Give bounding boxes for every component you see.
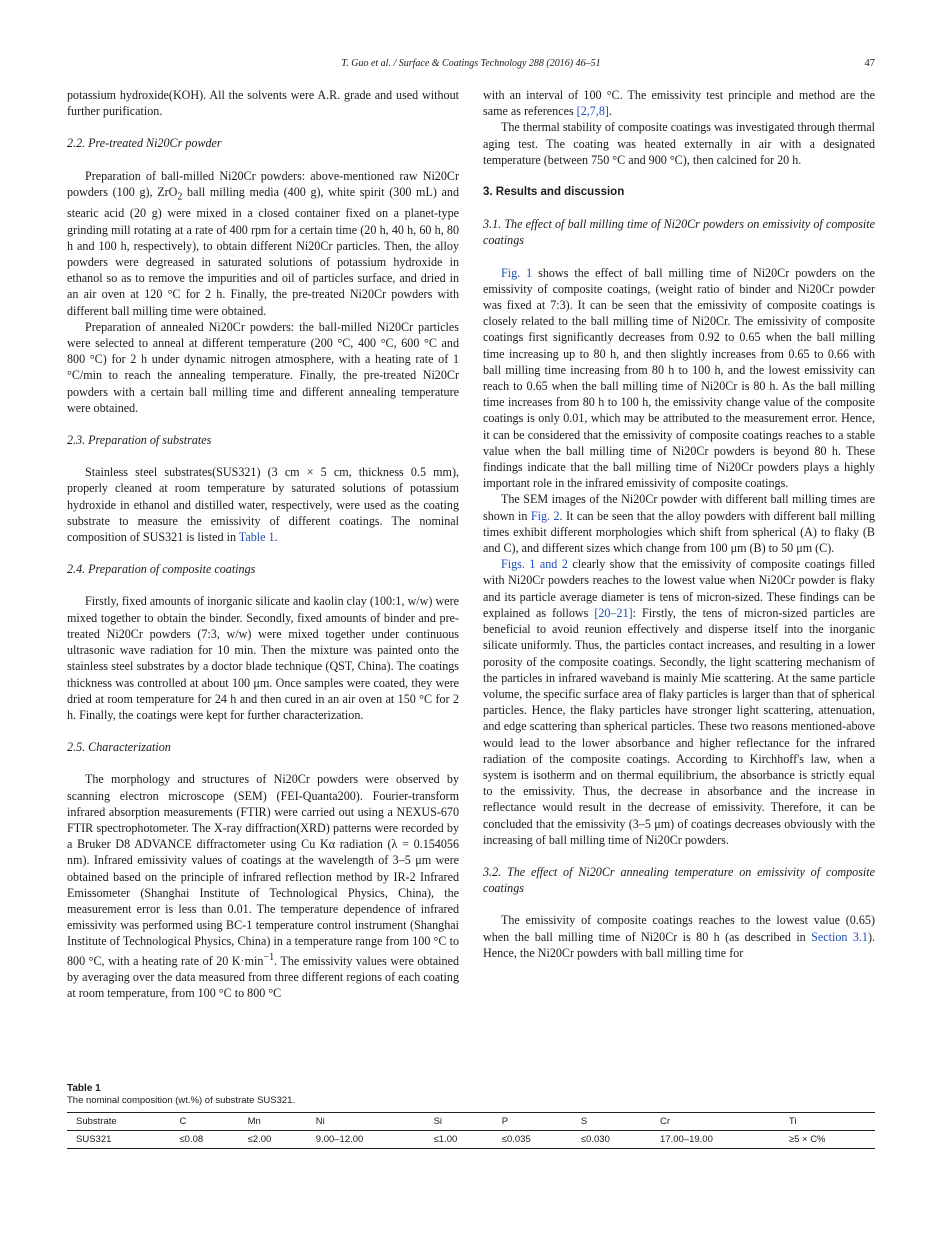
figs-1-2-link[interactable]: Figs. 1 and 2: [501, 557, 568, 572]
paragraph-annealed-powders: Preparation of annealed Ni20Cr powders: the ball-milled Ni20Cr particles were selected to anneal at different temperature (200 °C, 400 °C, 600 °C and 800 °C) for 2 h under dynamic nitrogen atmosphere, with a heating rate of 1 °C/min to reach the annealing temperature. Finally, the pre-treated Ni20Cr powders with a certain ball milling time and different annealing temperature were obtained.: [67, 319, 459, 415]
header-cell: P: [501, 1116, 509, 1127]
header-cell: Mn: [247, 1116, 261, 1127]
table-cell: ≤0.08: [179, 1134, 204, 1145]
page-number: 47: [864, 58, 875, 69]
section-3-2-heading: 3.2. The effect of Ni20Cr annealing temperature on emissivity of composite coatings: [483, 864, 875, 896]
reference-link-20-21[interactable]: [20–21]: [594, 605, 633, 620]
header-cell: Ti: [788, 1116, 797, 1127]
paragraph-thermal-stability: The thermal stability of composite coatings was investigated through thermal aging test. The coating was heated externally in air with a designated temperature (between 750 °C and 900 °C), then calcined for 20 h.: [483, 120, 875, 167]
table-cell: ≤0.030: [580, 1134, 610, 1145]
table-header-row: [67, 1113, 875, 1131]
section-2-3-heading: 2.3. Preparation of substrates: [67, 433, 212, 448]
table-cell: ≤1.00: [433, 1134, 458, 1145]
header-cell: C: [179, 1116, 187, 1127]
header-cell: Substrate: [76, 1116, 117, 1127]
section-3-heading: 3. Results and discussion: [483, 186, 625, 199]
intro-paragraph: potassium hydroxide(KOH). All the solvents were A.R. grade and used without further purification.: [67, 88, 459, 119]
table-cell: 17.00–19.00: [660, 1134, 713, 1145]
section-3-1-heading: 3.1. The effect of ball milling time of Ni20Cr powders on emissivity of composite coatings: [483, 217, 875, 248]
paragraph-substrates: Stainless steel substrates(SUS321) (3 cm × 5 cm, thickness 0.5 mm), properly cleaned at room temperature by saturated solutions of potassium hydroxide in ethanol and distilled water, respectively, were used as the coating substrate to measure the emissivity of different coatings. The nominal composition of SUS321 is listed in Table 1.: [67, 465, 459, 545]
paragraph-characterization: The morphology and structures of Ni20Cr powders were observed by scanning electron microscope (SEM) (FEI-Quanta200). Fourier-transform infrared absorption measurements (FTIR) were carried out using a NEXUS-670 FTIR spectrophotometer. The X-ray diffraction(XRD) patterns were recorded by a Bruker D8 ADVANCE diffractometer using Cu Kα radiation (λ = 0.154056 nm). Infrared emissivity values of coatings at the wavelength of 3–5 μm were obtained based on the principle of infrared reflection method by IR-2 Infrared Emissometer (Shanghai Institute of Technological Physics, China), the measurement error is less than 0.01. The temperature dependence of infrared emissivity was performed using BC-1 temperature control instrument (Shanghai Institute of Technological Physics, China) in a temperature range from 100 °C to 800 °C, with a heating rate of 20 $K\cdot\min^{-1}$. The emissivity values were obtained by averaging over the data measured from three different regions of each coating at room temperature, from 100 °C to 800 °C: [67, 772, 460, 1000]
table-1: [67, 1083, 875, 1149]
paragraph-explanation: Figs. 1 and 2 clearly show that the emissivity of composite coatings filled with Ni20Cr powders reaches to the lowest value when Ni20Cr powder is flaky and its particle average diameter is tens of micron-sized. These findings can be explained as follows [20–21]: Firstly, the tens of micron-sized particles are beneficial to avoid reunion effectively and disperse itself into the inorganic silicate uniformly. Thus, the particles contact increases, and resulting in a lower porosity of the composite coatings. Secondly, the light scattering mechanism of the particles in infrared waveband is mainly Mie scattering. At the same particle volume, the specific surface area of flaky particles is larger than that of spherical particles. Hence, the flaky particles have stronger light scattering, attenuation, and edge scattering than spherical particles. These two reasons mentioned-above would lead to the lower absorbance and higher reflectance for the infrared radiation of the composite coatings. According to Kirchhoff's law, when a system is isotherm and on thermal equilibrium, the absorbance is strictly equal to the emissivity. Thus, the decrease in absorbance and the increase in reflectance would result in the decrease of emissivity. Therefore, it can be concluded that the emissivity (3–5 μm) of coatings decreases obviously with the increasing of ball milling time of Ni20Cr powders.: [483, 557, 875, 847]
paragraph-ball-milled-powders: Preparation of ball-milled Ni20Cr powders: above-mentioned raw Ni20Cr powders (100 g), ZrO$_2$ ball milling media (400 g), white spirit (300 mL) and stearic acid (20 g) were mixed in a closed container fixed on a planet-type grinding mill rotating at a rate of 400 rpm for a certain time (20 h, 40 h, 60 h, 80 h and 100 h, respectively), to obtain different Ni20Cr particles. Then, the alloy powders were degreased in saturated solutions of potassium hydroxide in ethanol so as to remove the impurities and oil of particles surface, and dried in an air oven at 120 °C for 2 h. Finally, the pre-treated Ni20Cr powders with different ball milling time were obtained.: [67, 168, 459, 318]
section-2-4-heading: 2.4. Preparation of composite coatings: [67, 562, 256, 577]
table-caption: The nominal composition (wt.%) of substrate SUS321.: [67, 1095, 296, 1106]
table-cell: 9.00–12.00: [315, 1134, 364, 1145]
header-cell: Ni: [315, 1116, 325, 1127]
section-2-2-heading: 2.2. Pre-treated Ni20Cr powder: [67, 136, 222, 151]
fig-2-link[interactable]: Fig. 2: [530, 508, 560, 523]
header-cell: Cr: [660, 1116, 671, 1127]
paragraph-annealing-effect: The emissivity of composite coatings reaches to the lowest value (0.65) when the ball milling time of Ni20Cr is 80 h (as described in Section 3.1). Hence, the Ni20Cr powders with ball milling time for: [483, 913, 875, 960]
header-cell: Si: [433, 1116, 443, 1127]
running-head: [67, 58, 875, 69]
table-cell: SUS321: [76, 1134, 112, 1145]
paragraph-ball-milling-effect: Fig. 1 shows the effect of ball milling time of Ni20Cr powders on the emissivity of composite coatings, (weight ratio of binder and Ni20Cr powder was fixed at 7:3). It can be seen that the emissivity of composite coatings is closely related to the ball milling time of Ni20Cr. The emissivity of composite coatings first significantly decreases from 0.92 to 0.65 when the ball milling time increasing up to 80 h, and then slightly increases from 0.65 to 0.66 with ball milling time increasing from 80 h to 100 h, and the lowest emissivity can reach to 0.65 when the ball milling time of Ni20Cr is 80 h. As the ball milling time increases from 80 h to 100 h, the emissivity change value of the composite coatings is only 0.01, which may be attributed to the measurement error. Hence, it can be considered that the emissivity of composite coatings reaches to a stable value when the ball milling time of Ni20Cr powders is beyond 80 h. These findings indicate that the ball milling time of Ni20Cr powders plays a highly important role in the infrared emissivity of composite coatings.: [483, 265, 875, 491]
paragraph-sem-images: The SEM images of the Ni20Cr powder with different ball milling times are shown in Fig. 2. It can be seen that the alloy powders with different ball milling times exhibit different morphologies which shift from spherical (A) to flaky (B and C), and different sizes which change from 100 μm (B) to 50 μm (C).: [483, 492, 875, 556]
composition-table: [67, 1112, 875, 1149]
paragraph-continued: with an interval of 100 °C. The emissivity test principle and method are the same as references [2,7,8].: [483, 88, 875, 119]
table-title: Table 1: [67, 1083, 101, 1094]
table-1-link[interactable]: Table 1: [238, 530, 275, 545]
left-column: [67, 87, 459, 1001]
section-2-5-heading: 2.5. Characterization: [67, 740, 171, 755]
journal-citation: T. Guo et al. / Surface & Coatings Technology 288 (2016) 46–51: [341, 58, 601, 69]
table-cell: ≤0.035: [501, 1134, 531, 1145]
right-column: [483, 87, 875, 961]
header-cell: S: [580, 1116, 588, 1127]
table-cell: ≤2.00: [247, 1134, 272, 1145]
fig-1-link[interactable]: Fig. 1: [501, 265, 533, 280]
reference-link-2-7-8[interactable]: [2,7,8]: [576, 104, 609, 119]
paragraph-composite-coatings: Firstly, fixed amounts of inorganic silicate and kaolin clay (100:1, w/w) were mixed together to obtain the binder. Secondly, fixed amounts of binder and pre-treated Ni20Cr powders (7:3, w/w) were mixed together under continuous ultrasonic wave radiation for 10 min. Then the mixture was painted onto the stainless steel substrates by a doctor blade technique (QST, China). The coatings thickness was controlled at about 100 μm. Once samples were coated, they were dried at room temperature for 24 h and then cured in an air oven at 150 °C for 2 h. Finally, the coatings were kept for further characterization.: [67, 594, 459, 722]
section-3-1-link[interactable]: Section 3.1: [811, 929, 868, 944]
table-row: [67, 1131, 875, 1149]
table-cell: ≥5 × C%: [788, 1134, 826, 1145]
